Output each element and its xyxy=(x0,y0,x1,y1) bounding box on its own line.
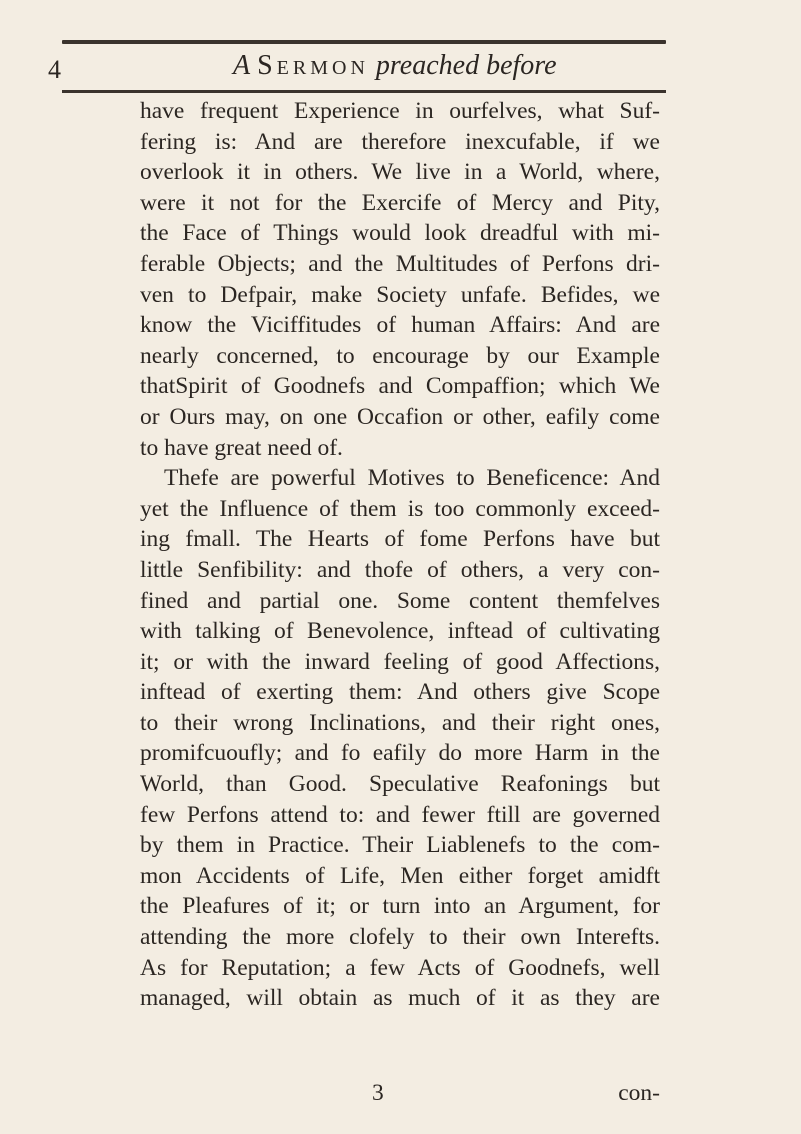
running-head-a: A xyxy=(233,50,251,81)
text-line: the Face of Things would look dreadful with mi- xyxy=(140,220,660,247)
text-line: thatSpirit of Goodnefs and Compaffion; which We xyxy=(140,373,660,400)
page-header xyxy=(48,50,668,90)
running-head-sermon: Sermon xyxy=(257,50,369,81)
running-head xyxy=(233,50,557,82)
text-line: ferable Objects; and the Multitudes of Perfons dri- xyxy=(140,250,660,277)
body-text xyxy=(140,96,660,1014)
header-rule xyxy=(62,90,666,93)
text-line: Thefe are powerful Motives to Beneficence: And xyxy=(164,465,660,492)
text-line: promifcuoufly; and fo eafily do more Harm in the xyxy=(140,740,660,767)
text-line: have frequent Experience in ourfelves, what Suf- xyxy=(140,98,660,124)
text-line: overlook it in others. We live in a World, where, xyxy=(140,159,660,186)
text-line: were it not for the Exercife of Mercy and Pity, xyxy=(140,189,660,216)
text-line: attending the more clofely to their own Interefts. xyxy=(140,924,660,951)
signature-mark: 3 xyxy=(372,1080,384,1106)
text-line: with talking of Benevolence, inftead of cultivating xyxy=(140,618,660,645)
text-line: As for Reputation; a few Acts of Goodnefs, well xyxy=(140,954,660,981)
page-footer xyxy=(140,1080,660,1112)
catchword: con- xyxy=(618,1080,660,1106)
text-line: ing fmall. The Hearts of fome Perfons have but xyxy=(140,526,660,553)
page-number: 4 xyxy=(48,55,61,84)
text-line: little Senfibility: and thofe of others, a very con- xyxy=(140,556,660,583)
text-line: fering is: And are therefore inexcufable, if we xyxy=(140,128,660,155)
text-line: to have great need of. xyxy=(140,434,343,461)
text-line: or Ours may, on one Occafion or other, eafily come xyxy=(140,403,660,430)
text-line: yet the Influence of them is too commonly exceed- xyxy=(140,495,660,522)
running-head-rest: preached before xyxy=(375,50,557,81)
text-line: to their wrong Inclinations, and their right ones, xyxy=(140,709,660,736)
text-line: the Pleafures of it; or turn into an Argument, for xyxy=(140,893,660,920)
text-line: nearly concerned, to encourage by our Example xyxy=(140,342,660,369)
text-line: inftead of exerting them: And others give Scope xyxy=(140,679,660,706)
text-line: fined and partial one. Some content themfelves xyxy=(140,587,660,614)
text-line: World, than Good. Speculative Reafonings but xyxy=(140,771,660,798)
text-line: it; or with the inward feeling of good Affections, xyxy=(140,648,660,675)
top-rule xyxy=(62,40,666,44)
text-line: know the Viciffitudes of human Affairs: And are xyxy=(140,312,660,339)
text-line: mon Accidents of Life, Men either forget amidft xyxy=(140,862,660,889)
text-line: ven to Defpair, make Society unfafe. Befides, we xyxy=(140,281,660,308)
text-line: managed, will obtain as much of it as they are xyxy=(140,985,660,1012)
text-line: few Perfons attend to: and fewer ftill are governed xyxy=(140,801,660,828)
text-line: by them in Practice. Their Liablenefs to the com- xyxy=(140,832,660,859)
